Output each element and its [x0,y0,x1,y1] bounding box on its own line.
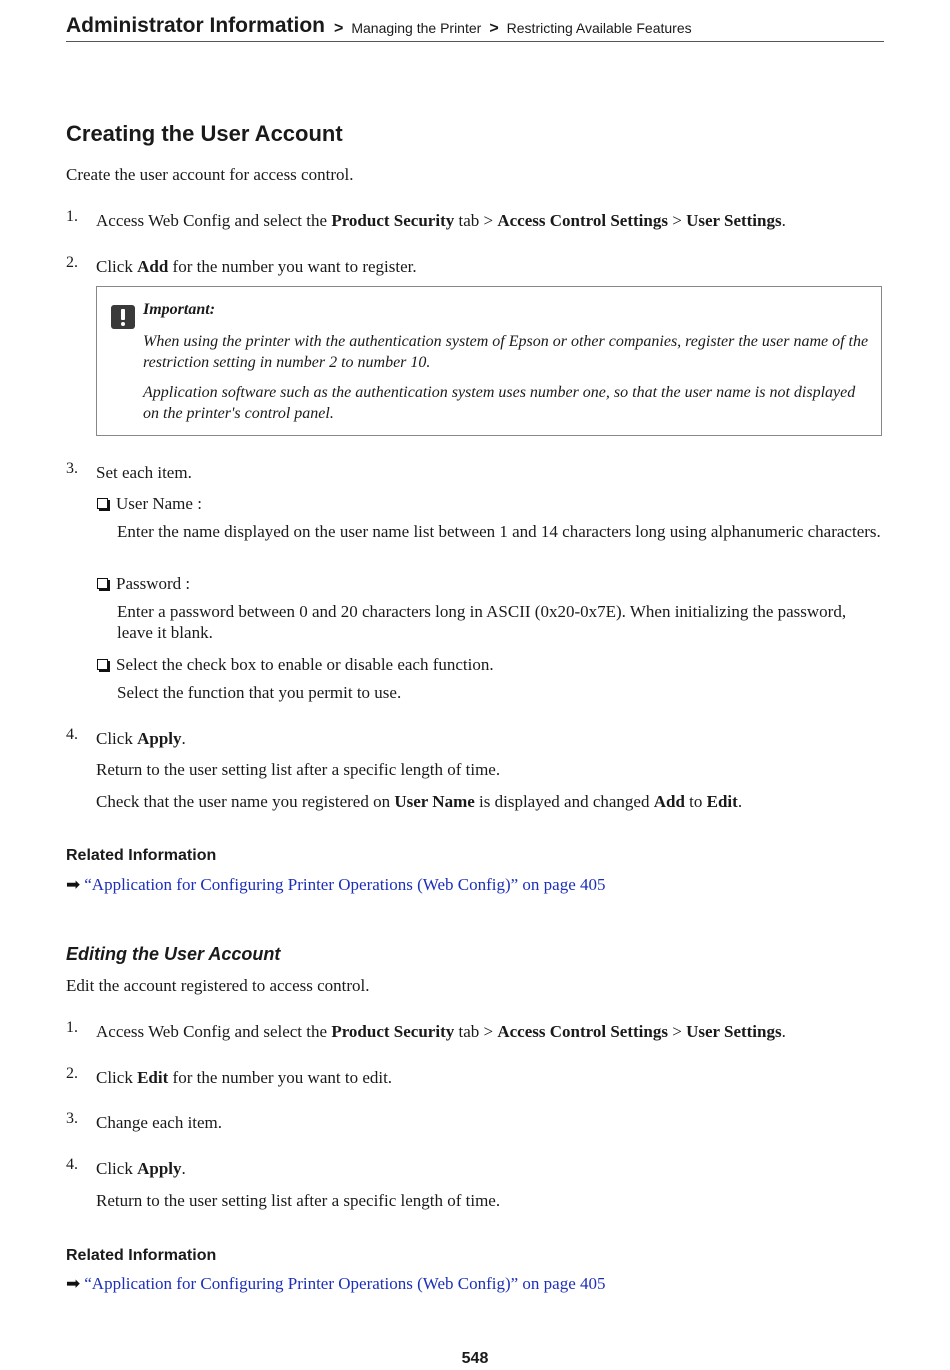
ui-term: Edit [137,1068,169,1087]
list-item [97,573,190,594]
related-link-row[interactable] [66,875,606,895]
step-text [96,256,417,277]
step-text-part: . [181,1159,186,1178]
step-text-part: > [667,211,687,230]
breadcrumb-item: Managing the Printer [351,20,482,36]
step-text-part: Access Web Config and select the [96,1022,332,1041]
step-text-part: Click [96,729,138,748]
step-text: Set each item. [96,463,192,482]
step-number: 3. [66,1110,78,1127]
arrow-right-icon: ➡ [66,1274,81,1293]
important-text: When using the printer with the authentication system of Epson or other companies, register the user name of the restriction setting in number 2 to number 10. [143,333,869,371]
step-number: 2. [66,254,78,271]
related-link[interactable]: “Application for Configuring Printer Operations (Web Config)” on page 405 [84,875,606,894]
list-item [97,493,202,514]
list-item-label: Password : [116,574,191,593]
step-number: 1. [66,208,78,225]
step-text [96,210,786,231]
breadcrumb-separator: > [489,20,499,37]
step-detail: Return to the user setting list after a specific length of time. [96,1191,501,1210]
related-information-heading: Related Information [66,1247,217,1264]
list-item [97,654,494,675]
step-text-part: tab > [454,1022,498,1041]
step-detail: Return to the user setting list after a specific length of time. [96,760,501,779]
breadcrumb-separator: > [334,20,344,37]
step-text-part: to [684,792,707,811]
subsection-title: Editing the User Account [66,944,281,964]
ui-term: Add [653,792,685,811]
exclamation-icon [111,305,135,329]
section-title: Creating the User Account [66,121,343,146]
page-header [66,10,884,42]
ui-term: Apply [137,729,182,748]
section-intro: Create the user account for access control. [66,165,354,184]
step-text-part: Check that the user name you registered on [96,792,395,811]
arrow-right-icon: ➡ [66,875,81,894]
step-text-part: Access Web Config and select the [96,211,332,230]
breadcrumb [334,20,692,38]
list-item-desc: Enter the name displayed on the user name list between 1 and 14 characters long using alphanumeric characters. [117,522,881,541]
step-text-part: Click [96,1068,138,1087]
step-text-part: > [667,1022,687,1041]
step-text-part: . [781,211,786,230]
step-text-part: is displayed and changed [474,792,654,811]
bullet-box-icon [97,659,108,670]
step-text-part: . [781,1022,786,1041]
ui-term: User Name [394,792,475,811]
step-text-part: . [181,729,186,748]
step-number: 3. [66,460,78,477]
step-text-part: tab > [454,211,498,230]
ui-term: Access Control Settings [497,211,668,230]
ui-term: Apply [137,1159,182,1178]
breadcrumb-item: Restricting Available Features [506,20,692,36]
step-number: 4. [66,1156,78,1173]
step-text-part: for the number you want to register. [168,257,417,276]
step-text [96,728,186,749]
breadcrumb-section: Administrator Information [66,14,326,37]
ui-term: Add [137,257,169,276]
bullet-box-icon [97,578,108,589]
step-text-part: for the number you want to edit. [168,1068,393,1087]
step-number: 2. [66,1065,78,1082]
page-number: 548 [461,1350,489,1367]
list-item-label: User Name : [116,494,202,513]
step-text-part: Click [96,257,138,276]
list-item-label: Select the check box to enable or disable each function. [116,655,494,674]
ui-term: Product Security [331,211,455,230]
ui-term: Access Control Settings [497,1022,668,1041]
ui-term: User Settings [686,1022,782,1041]
ui-term: Edit [706,792,738,811]
step-text [96,1021,786,1042]
important-title: Important: [143,301,216,318]
step-text-part: Click [96,1159,138,1178]
important-note [96,286,882,436]
step-text [96,1158,186,1179]
step-text-part: . [737,792,743,811]
step-number: 1. [66,1019,78,1036]
list-item-desc: Select the function that you permit to use. [117,683,402,702]
related-information-heading: Related Information [66,847,217,864]
bullet-box-icon [97,498,108,509]
related-link-row[interactable] [66,1274,606,1294]
related-link[interactable]: “Application for Configuring Printer Operations (Web Config)” on page 405 [84,1274,606,1293]
step-number: 4. [66,726,78,743]
section-intro: Edit the account registered to access control. [66,976,370,995]
ui-term: User Settings [686,211,782,230]
step-detail [96,791,742,812]
step-text: Change each item. [96,1113,223,1132]
list-item-desc: Enter a password between 0 and 20 characters long in ASCII (0x20-0x7E). When initializing the password, leave it blank. [117,602,847,642]
ui-term: Product Security [331,1022,455,1041]
step-text [96,1067,392,1088]
important-text: Application software such as the authentication system uses number one, so that the user name is not displayed on the printer's control panel. [143,384,856,422]
